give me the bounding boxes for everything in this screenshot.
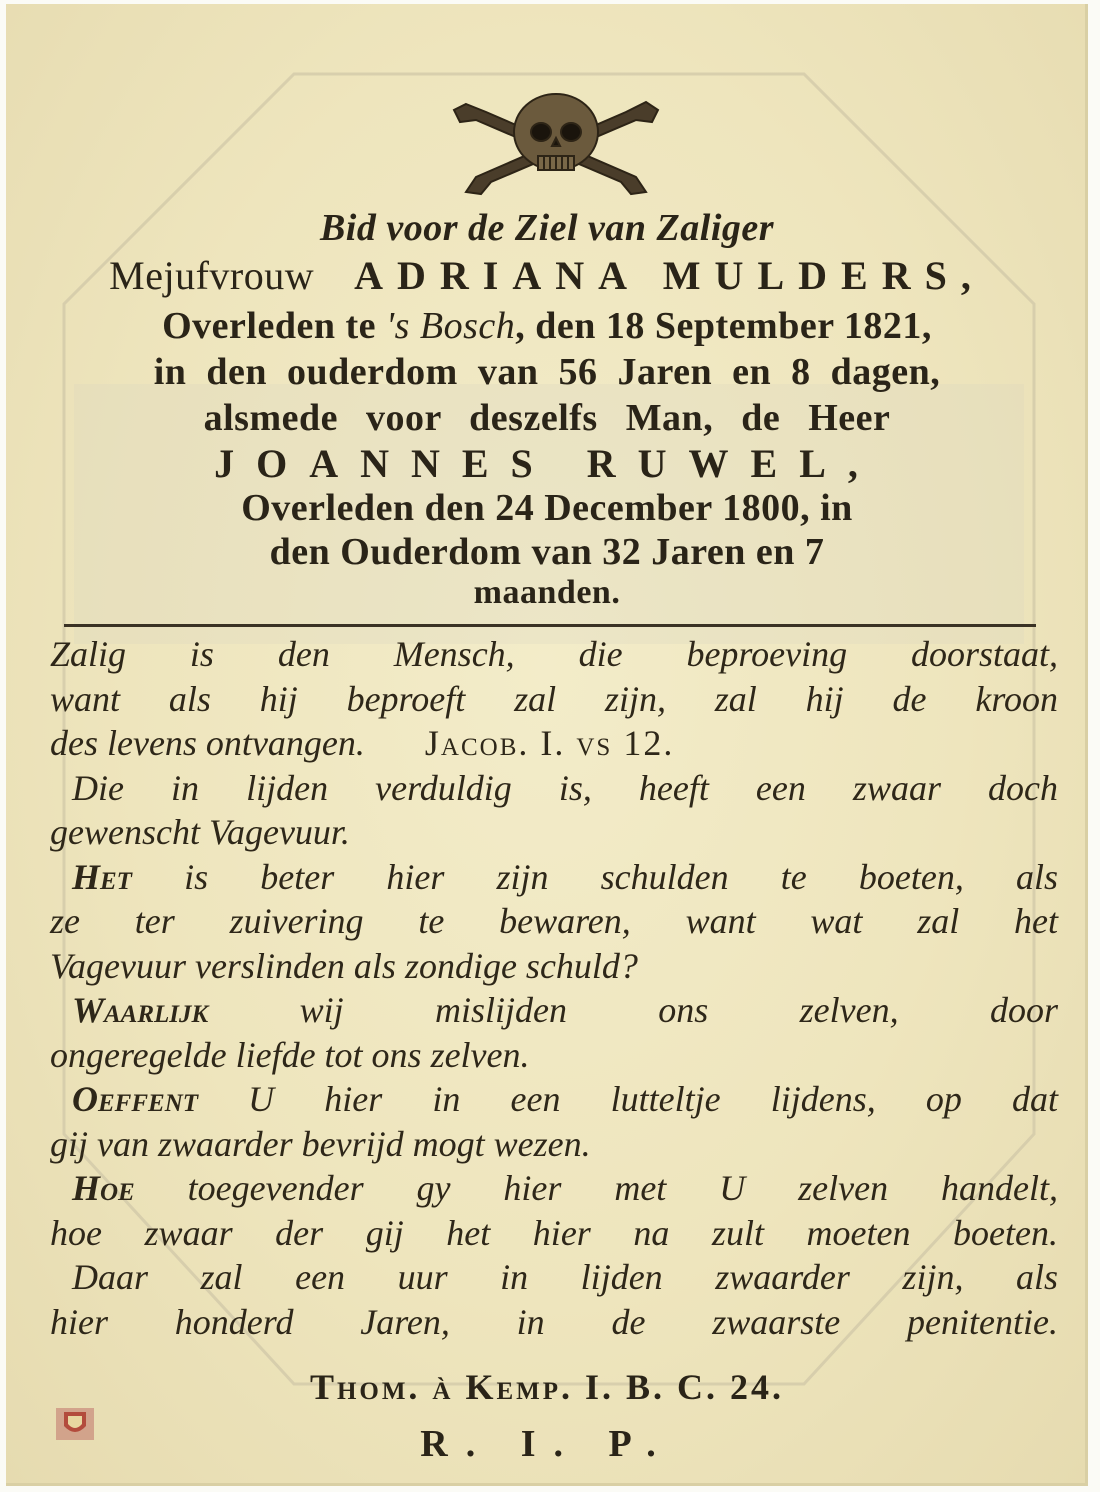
quote-line: [50, 1166, 1058, 1211]
husband-age-line-end: maanden.: [473, 574, 621, 611]
death-date: , den 18 September 1821,: [515, 305, 932, 347]
quotes: [50, 632, 1058, 1344]
divider: [64, 624, 1036, 627]
quote-initial-word: Het: [72, 856, 132, 897]
rip-text: R. I. P.: [420, 1423, 674, 1465]
quote-line: [50, 721, 1058, 766]
husband-age-line: den Ouderdom van 32 Jaren en 7: [269, 531, 825, 573]
quote-line: Zalig is den Mensch, die beproeving doorstaat,: [50, 634, 1058, 674]
quote-text: U hier in een lutteltje lijdens, op dat: [248, 1079, 1058, 1119]
quote-attribution: Thom. à Kemp. I. B. C. 24.: [309, 1367, 785, 1407]
quote-line: Die in lijden verduldig is, heeft een zwaar doch: [72, 767, 1058, 808]
quote-text: wij mislijden ons zelven, door: [299, 990, 1058, 1030]
quote-line: Daar zal een uur in lijden zwaarder zijn, als: [72, 1257, 1058, 1297]
deceased-name: ADRIANA MULDERS,: [354, 253, 985, 298]
husband-death-line: Overleden den 24 December 1800, in: [241, 487, 853, 529]
quote-line: [50, 855, 1058, 900]
quote-line: [50, 988, 1058, 1033]
husband-name: JOANNES RUWEL,: [214, 441, 880, 486]
quote-initial-word: Hoe: [72, 1168, 135, 1208]
deceased-line: [6, 252, 1088, 299]
quote-text: des levens ontvangen.: [50, 723, 365, 763]
quote-line: hoe zwaar der gij het hier na zult moeten boeten.: [50, 1212, 1058, 1253]
quote-line: gij van zwaarder bevrijd mogt wezen.: [50, 1123, 591, 1164]
quote-initial-word: Waarlijk: [72, 990, 209, 1030]
quote-reference: Jacob. I. vs 12.: [424, 723, 675, 763]
quote-line: Vagevuur verslinden als zondige schuld?: [50, 945, 638, 986]
death-place: 's Bosch: [385, 305, 516, 347]
husband-intro-line: alsmede voor deszelfs Man, de Heer: [203, 397, 891, 439]
age-line: in den ouderdom van 56 Jaren en 8 dagen,: [153, 351, 941, 393]
quote-line: ze ter zuivering te bewaren, want wat zal het: [50, 901, 1058, 941]
skull-crossbones-icon: [446, 82, 666, 202]
quote-line: gewenscht Vagevuur.: [50, 812, 350, 852]
memorial-card: [6, 4, 1088, 1486]
death-place-line: [6, 304, 1088, 348]
quote-text: toegevender gy hier met U zelven handelt,: [187, 1168, 1059, 1208]
quote-line: hier honderd Jaren, in de zwaarste penitentie.: [50, 1301, 1058, 1342]
death-place-prefix: Overleden te: [162, 305, 376, 347]
prayer-heading: Bid voor de Ziel van Zaliger: [319, 207, 775, 249]
quote-line: want als hij beproeft zal zijn, zal hij de kroon: [50, 678, 1058, 719]
quote-line: [50, 1077, 1058, 1122]
quote-line: ongeregelde liefde tot ons zelven.: [50, 1034, 530, 1075]
quote-initial-word: Oeffent: [72, 1079, 199, 1119]
title-prefix: Mejufvrouw: [109, 253, 315, 298]
quote-text: is beter hier zijn schulden te boeten, als: [184, 856, 1059, 897]
